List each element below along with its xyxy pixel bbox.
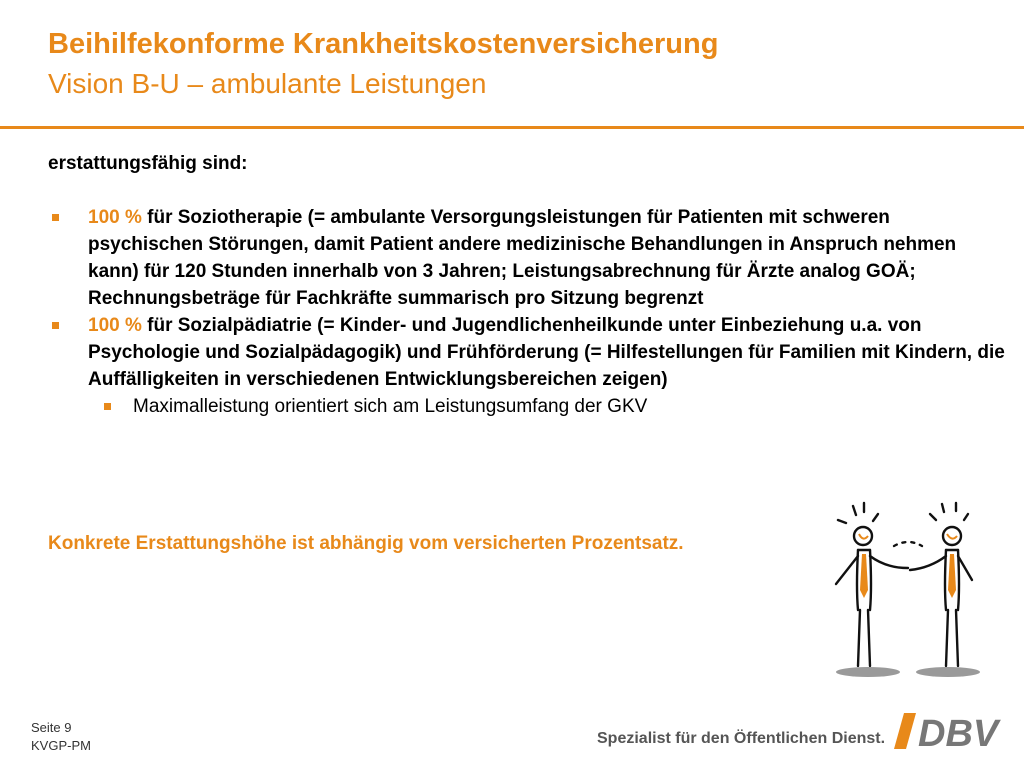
- handshake-figures-illustration: [826, 498, 986, 680]
- company-slogan: Spezialist für den Öffentlichen Dienst.: [597, 730, 886, 747]
- bullet-item-soziotherapie: [48, 204, 1008, 312]
- page-number: Seite 9: [31, 720, 72, 735]
- sub-bullet-list: [88, 393, 1008, 420]
- dbv-logo: [892, 710, 1004, 752]
- bullet-text: für Soziotherapie (= ambulante Versorgungsleistungen für Patienten mit schweren psychischen Störungen, damit Patient andere medizinische Behandlungen in Anspruch nehmen kann) für 120 Stunden innerhalb von 3 Jahren; Leistungsabrechnung für Ärzte analog GOÄ; Rechnungsbeträge für Fachkräfte summarisch pro Sitzung begrenzt: [88, 207, 957, 309]
- slide-title: Beihilfekonforme Krankheitskostenversicherung: [48, 28, 719, 60]
- lead-text: erstattungsfähig sind:: [48, 153, 248, 174]
- bullet-item-sozialpaediatrie: [48, 312, 1008, 420]
- bullet-square-icon: [104, 403, 111, 410]
- bullet-square-icon: [52, 322, 59, 329]
- bullet-percent: 100 %: [88, 315, 142, 336]
- slide-subtitle: Vision B-U – ambulante Leistungen: [48, 68, 487, 99]
- footer-info: [31, 719, 91, 755]
- document-code: KVGP-PM: [31, 738, 91, 753]
- bullet-list: [48, 204, 1008, 420]
- content-body: [48, 150, 1008, 420]
- sub-bullet-text: Maximalleistung orientiert sich am Leistungsumfang der GKV: [133, 396, 648, 417]
- header-divider: [0, 126, 1024, 129]
- sub-bullet-item: [88, 393, 1008, 420]
- logo-text: DBV: [918, 713, 999, 752]
- bullet-square-icon: [52, 214, 59, 221]
- bullet-text: für Sozialpädiatrie (= Kinder- und Jugendlichenheilkunde unter Einbeziehung u.a. von Psychologie und Sozialpädagogik) und Frühförderung (= Hilfestellungen für Familien mit Kindern, die Auffälligkeiten in verschiedenen Entwicklungsbereichen zeigen): [88, 315, 1005, 390]
- bullet-percent: 100 %: [88, 207, 142, 228]
- rate-note: Konkrete Erstattungshöhe ist abhängig vom versicherten Prozentsatz.: [48, 533, 684, 554]
